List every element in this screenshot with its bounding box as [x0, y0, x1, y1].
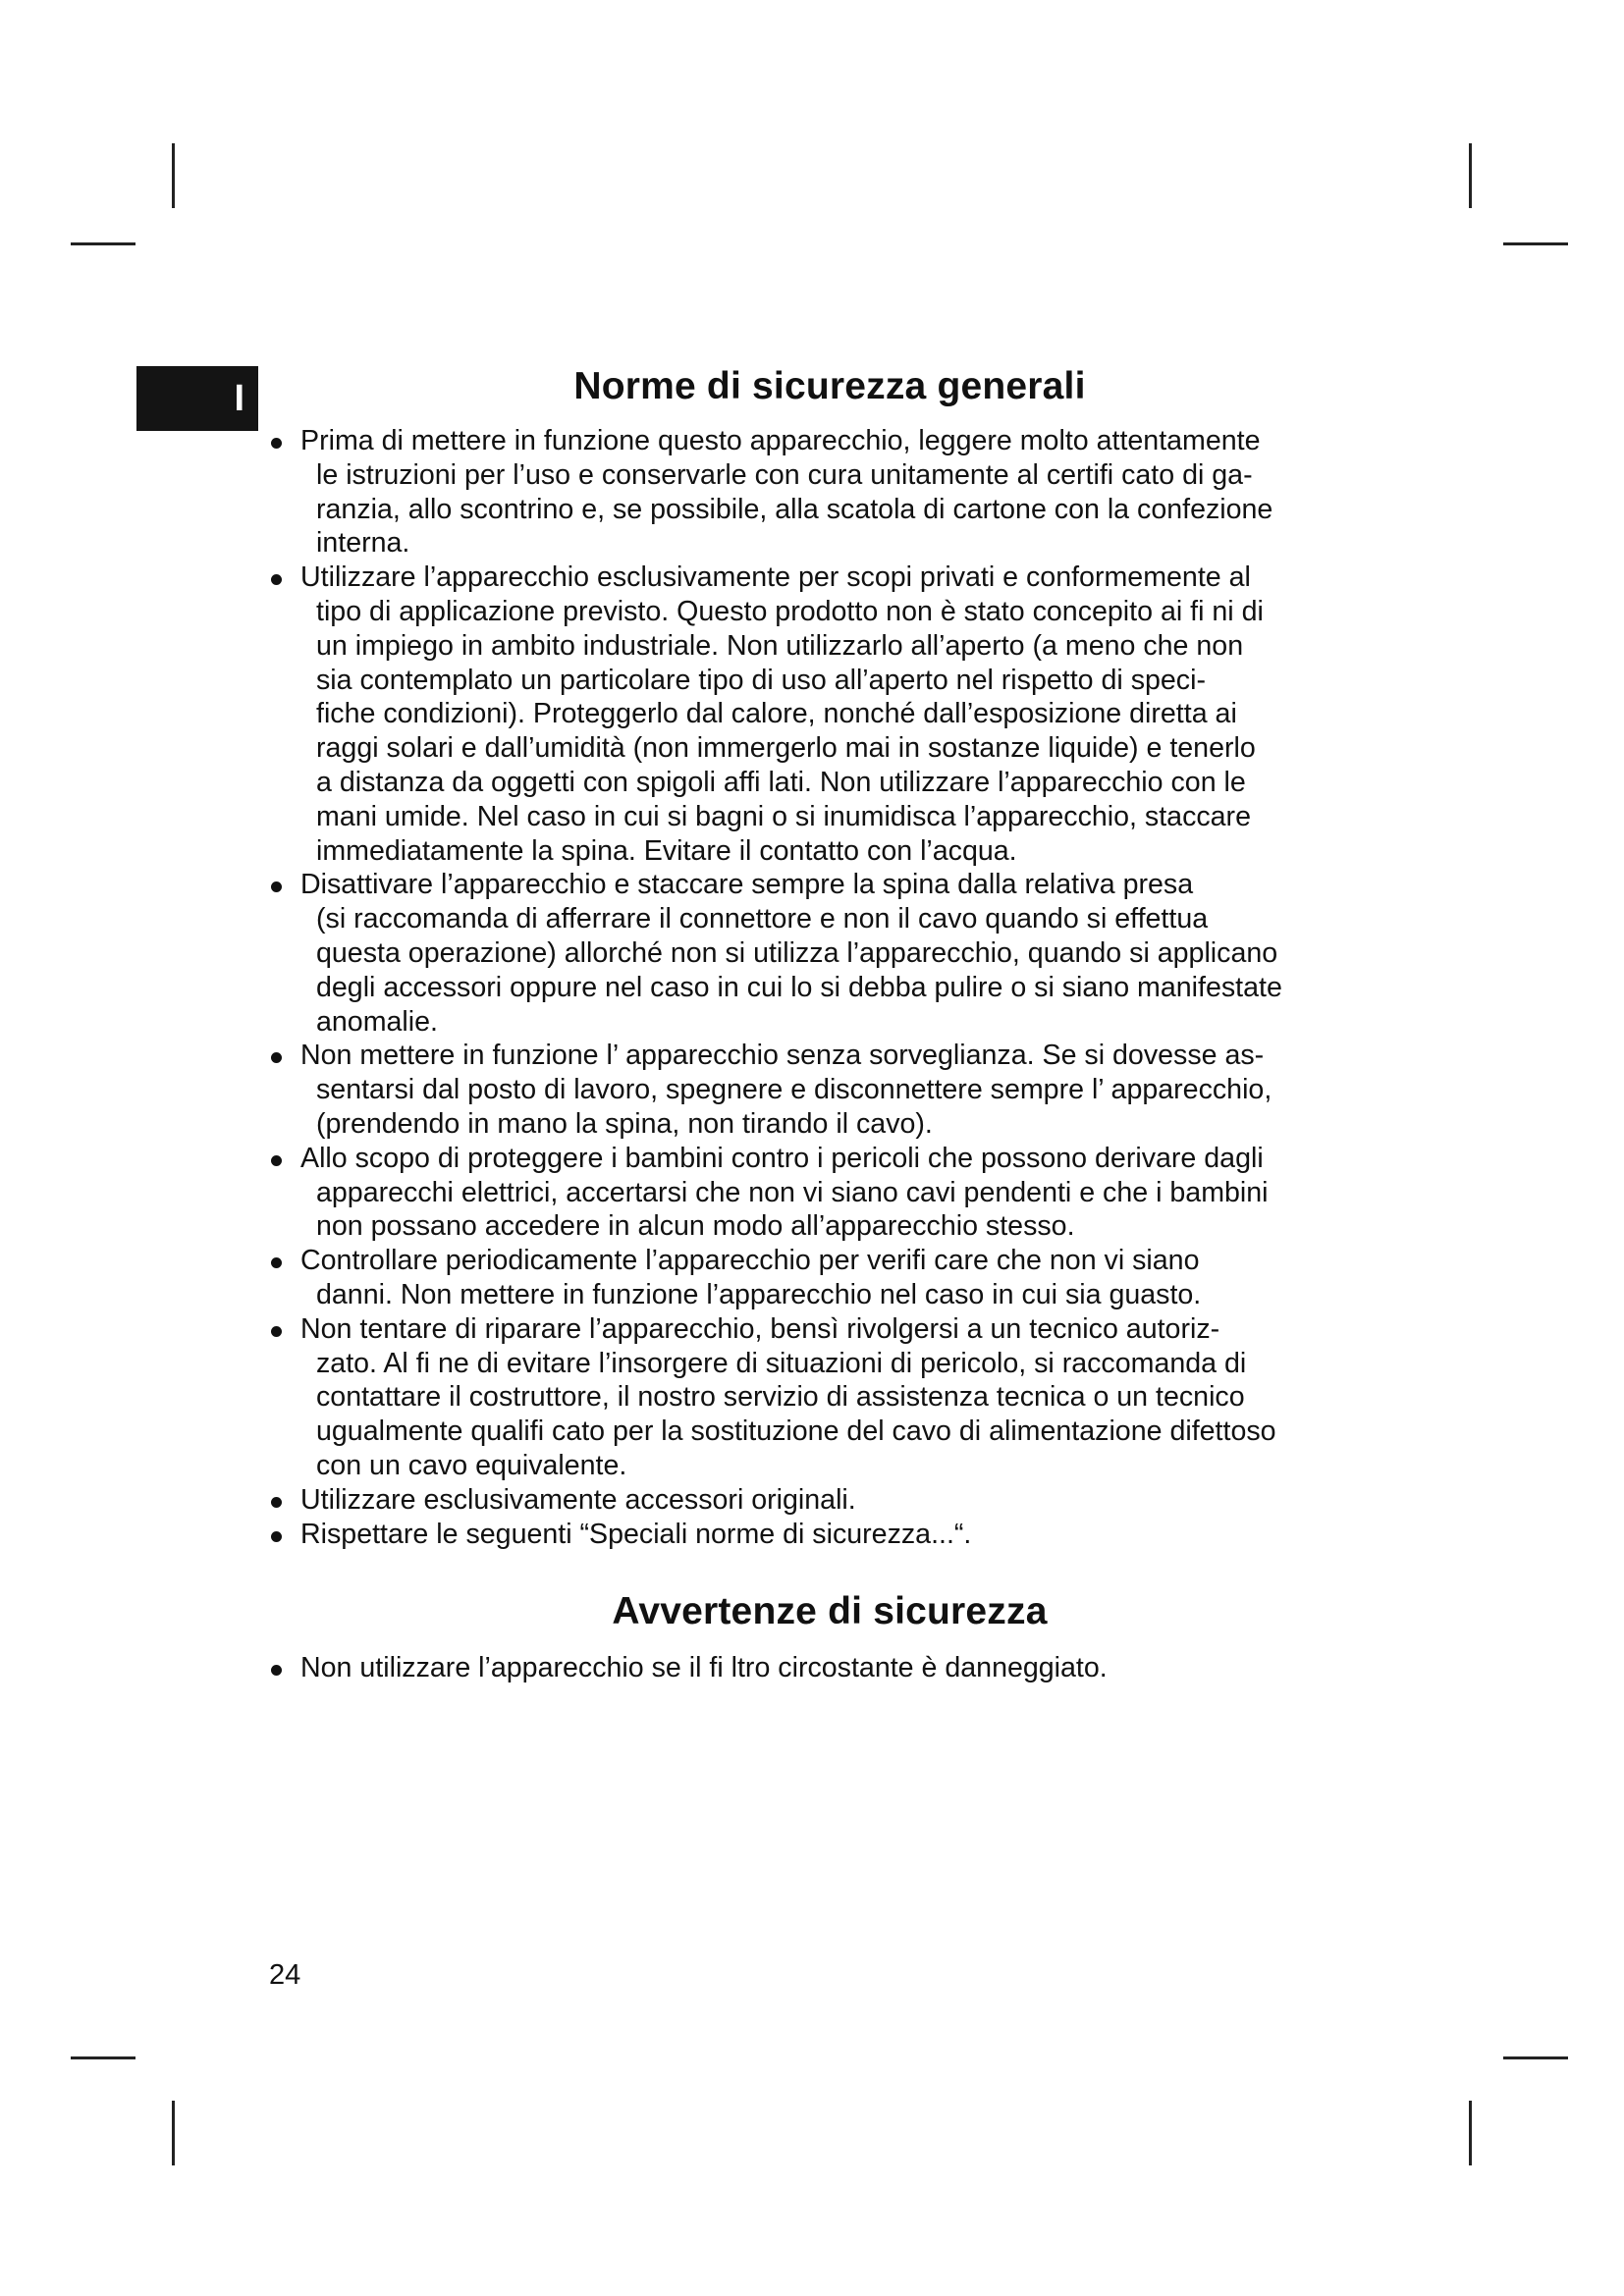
- list-item: [265, 868, 1394, 1039]
- list-item-line: Disattivare l’apparecchio e staccare sempre la spina dalla relativa presa: [300, 869, 1194, 901]
- list-item: [265, 1312, 1394, 1483]
- list-item: [265, 1039, 1394, 1141]
- list-item: [265, 1651, 1394, 1685]
- section-title-general-safety: Norme di sicurezza generali: [573, 365, 1086, 407]
- list-item-line: Non tentare di riparare l’apparecchio, bensì rivolgersi a un tecnico autoriz-: [300, 1312, 1220, 1345]
- list-item-line: interna.: [316, 527, 410, 560]
- list-item-line: (si raccomanda di afferrare il connettore e non il cavo quando si effettua: [316, 903, 1209, 935]
- crop-mark-top-right-horizontal: [1503, 242, 1568, 245]
- list-item-line: con un cavo equivalente.: [316, 1449, 627, 1481]
- general-safety-list: [265, 424, 1394, 1551]
- crop-mark-top-left-horizontal: [71, 242, 135, 245]
- list-item-line: mani umide. Nel caso in cui si bagni o si inumidisca l’apparecchio, staccare: [316, 800, 1251, 832]
- list-item-line: Rispettare le seguenti “Speciali norme di sicurezza...“.: [300, 1518, 972, 1550]
- list-item-line: danni. Non mettere in funzione l’apparecchio nel caso in cui sia guasto.: [316, 1278, 1202, 1310]
- section-title-safety-warnings: Avvertenze di sicurezza: [612, 1590, 1048, 1633]
- crop-mark-bottom-left-vertical: [172, 2101, 175, 2165]
- crop-mark-top-left-vertical: [172, 143, 175, 208]
- list-item-line: sia contemplato un particolare tipo di uso all’aperto nel rispetto di speci-: [316, 664, 1206, 696]
- list-item: [265, 561, 1394, 868]
- list-item-line: apparecchi elettrici, accertarsi che non vi siano cavi pendenti e che i bambini: [316, 1176, 1269, 1208]
- language-tab: [136, 366, 258, 431]
- list-item-line: zato. Al fi ne di evitare l’insorgere di situazioni di pericolo, si raccomanda di: [316, 1347, 1247, 1379]
- list-item-line: immediatamente la spina. Evitare il contatto con l’acqua.: [316, 834, 1017, 867]
- list-item-line: raggi solari e dall’umidità (non immergerlo mai in sostanze liquide) e tenerlo: [316, 732, 1256, 765]
- list-item-line: (prendendo in mano la spina, non tirando il cavo).: [316, 1107, 933, 1140]
- list-item-line: questa operazione) allorché non si utilizza l’apparecchio, quando si applicano: [316, 936, 1278, 969]
- page-number: 24: [269, 1959, 301, 1991]
- list-item-line: Controllare periodicamente l’apparecchio per verifi care che non vi siano: [300, 1245, 1200, 1277]
- language-tab-label: I: [234, 377, 244, 419]
- list-item-line: Allo scopo di proteggere i bambini contro i pericoli che possono derivare dagli: [300, 1142, 1264, 1174]
- crop-mark-bottom-right-vertical: [1469, 2101, 1472, 2165]
- list-item-line: anomalie.: [316, 1005, 438, 1038]
- list-item-line: un impiego in ambito industriale. Non utilizzarlo all’aperto (a meno che non: [316, 629, 1244, 662]
- page-content: [265, 361, 1394, 1685]
- list-item: [265, 1518, 1394, 1552]
- list-item-line: a distanza da oggetti con spigoli affi lati. Non utilizzare l’apparecchio con le: [316, 766, 1246, 798]
- list-item-line: Utilizzare esclusivamente accessori originali.: [300, 1483, 856, 1516]
- list-item-line: Utilizzare l’apparecchio esclusivamente per scopi privati e conformemente al: [300, 561, 1251, 594]
- list-item: [265, 424, 1394, 561]
- list-item-line: fiche condizioni). Proteggerlo dal calore, nonché dall’esposizione diretta ai: [316, 698, 1237, 730]
- list-item-line: degli accessori oppure nel caso in cui lo si debba pulire o si siano manifestate: [316, 971, 1282, 1003]
- list-item-line: Prima di mettere in funzione questo apparecchio, leggere molto attentamente: [300, 425, 1261, 456]
- list-item-line: contattare il costruttore, il nostro servizio di assistenza tecnica o un tecnico: [316, 1381, 1245, 1414]
- list-item-line: Non utilizzare l’apparecchio se il fi ltro circostante è danneggiato.: [300, 1652, 1108, 1684]
- list-item-line: non possano accedere in alcun modo all’apparecchio stesso.: [316, 1210, 1075, 1243]
- list-item-line: sentarsi dal posto di lavoro, spegnere e disconnettere sempre l’ apparecchio,: [316, 1074, 1272, 1106]
- list-item-line: le istruzioni per l’uso e conservarle con cura unitamente al certifi cato di ga-: [316, 458, 1253, 491]
- safety-warnings-list: [265, 1651, 1394, 1685]
- crop-mark-top-right-vertical: [1469, 143, 1472, 208]
- list-item-line: ranzia, allo scontrino e, se possibile, alla scatola di cartone con la confezione: [316, 493, 1273, 525]
- list-item: [265, 1142, 1394, 1244]
- list-item-line: Non mettere in funzione l’ apparecchio senza sorveglianza. Se si dovesse as-: [300, 1040, 1265, 1072]
- list-item-line: ugualmente qualifi cato per la sostituzione del cavo di alimentazione difettoso: [316, 1415, 1276, 1448]
- list-item-line: tipo di applicazione previsto. Questo prodotto non è stato concepito ai fi ni di: [316, 595, 1264, 627]
- list-item: [265, 1483, 1394, 1518]
- crop-mark-bottom-left-horizontal: [71, 2056, 135, 2059]
- crop-mark-bottom-right-horizontal: [1503, 2056, 1568, 2059]
- list-item: [265, 1244, 1394, 1312]
